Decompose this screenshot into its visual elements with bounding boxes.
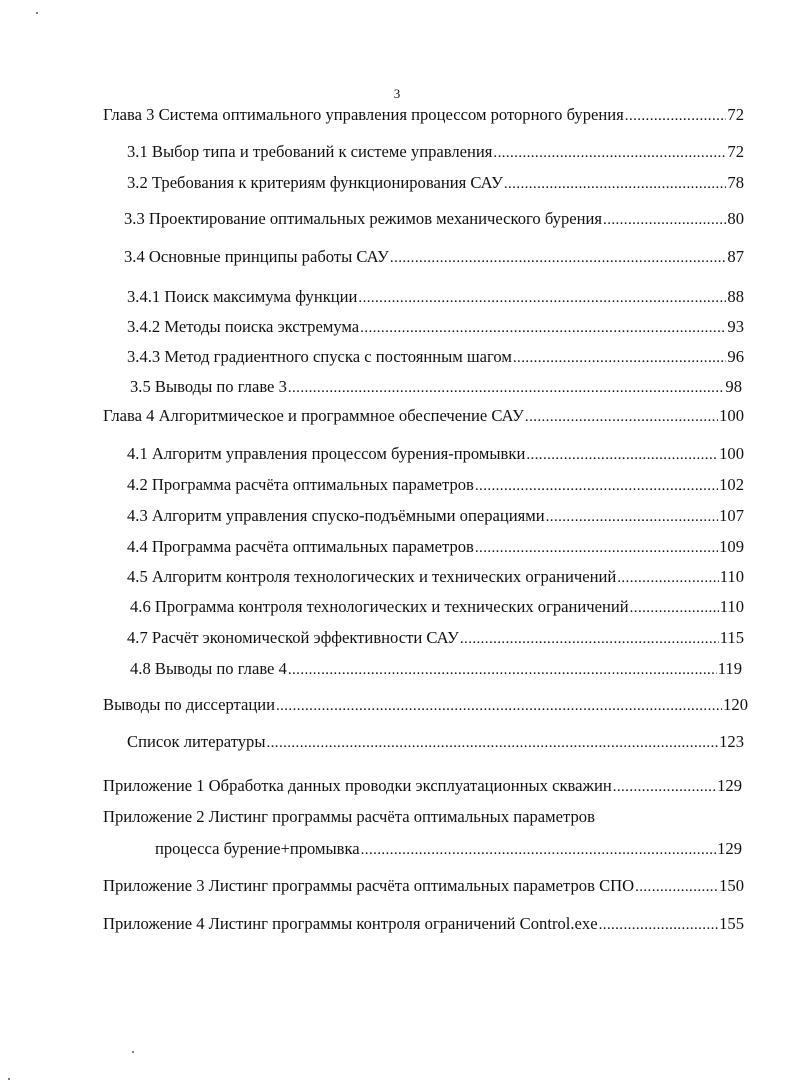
- toc-entry-3-3: [124, 208, 744, 231]
- toc-entry-page: 80: [727, 209, 744, 228]
- toc-entry-3-5: [130, 376, 742, 399]
- toc-entry-page: 129: [717, 839, 742, 858]
- scan-speck: [132, 1051, 134, 1053]
- toc-leader-dots: [630, 597, 719, 619]
- toc-entry-title: Глава 3 Система оптимального управления процессом роторного бурения: [103, 105, 624, 124]
- toc-entry-page: 123: [719, 732, 744, 751]
- toc-leader-dots: [475, 537, 718, 559]
- toc-leader-dots: [599, 914, 719, 936]
- toc-entry-appendix-2: [155, 838, 742, 861]
- toc-entry-page: 87: [727, 247, 744, 266]
- toc-entry-4-7: [127, 627, 744, 650]
- toc-entry-page: 88: [727, 287, 744, 306]
- toc-leader-dots: [358, 287, 726, 309]
- toc-entry-title: Приложение 4 Листинг программы контроля ограничений Control.exe: [103, 914, 598, 933]
- toc-entry-4-1: [127, 443, 744, 466]
- toc-entry-title: 4.1 Алгоритм управления процессом бурения-промывки: [127, 444, 526, 463]
- toc-entry-page: 110: [719, 567, 744, 586]
- toc-entry-page: 96: [727, 347, 744, 366]
- toc-entry-4-2: [127, 474, 744, 497]
- scan-speck: [8, 1078, 10, 1080]
- toc-leader-dots: [361, 839, 716, 861]
- toc-leader-dots: [546, 506, 718, 528]
- toc-entry-title: 4.6 Программа контроля технологических и технических ограничений: [130, 597, 629, 616]
- toc-entry-page: 72: [727, 105, 744, 124]
- toc-leader-dots: [460, 628, 719, 650]
- toc-entry-conclusions: [103, 694, 748, 717]
- toc-leader-dots: [475, 475, 718, 497]
- toc-entry-page: 100: [719, 444, 744, 463]
- toc-entry-title: 4.8 Выводы по главе 4: [130, 659, 287, 678]
- toc-leader-dots: [525, 406, 718, 428]
- toc-entry-3-4-3: [127, 346, 744, 369]
- toc-entry-page: 109: [719, 537, 744, 556]
- toc-entry-title: 3.4.2 Методы поиска экстремума: [127, 317, 360, 336]
- toc-entry-title: 3.5 Выводы по главе 3: [130, 377, 287, 396]
- toc-leader-dots: [267, 732, 719, 754]
- toc-entry-title: 4.7 Расчёт экономической эффективности САУ: [127, 628, 459, 647]
- toc-entry-title: Приложение 1 Обработка данных проводки эксплуатационных скважин: [103, 776, 612, 795]
- toc-entry-title: Выводы по диссертации: [103, 695, 275, 714]
- toc-entry-4-4: [127, 536, 744, 559]
- toc-entry-page: 110: [719, 597, 744, 616]
- toc-leader-dots: [617, 567, 718, 589]
- toc-entry-title: процесса бурение+промывка: [155, 839, 360, 858]
- toc-entry-chapter-4: [103, 405, 744, 428]
- toc-entry-title: 3.2 Требования к критериям функционирования САУ: [127, 173, 503, 192]
- toc-entry-title: 3.4 Основные принципы работы САУ: [124, 247, 389, 266]
- toc-leader-dots: [603, 209, 726, 231]
- toc-entry-title: Приложение 3 Листинг программы расчёта оптимальных параметров СПО: [103, 876, 635, 895]
- toc-entry-title: 4.4 Программа расчёта оптимальных параметров: [127, 537, 474, 556]
- toc-entry-page: 98: [725, 377, 742, 396]
- toc-entry-title: 4.3 Алгоритм управления спуско-подъёмными операциями: [127, 506, 545, 525]
- toc-entry-page: 119: [717, 659, 742, 678]
- toc-leader-dots: [635, 876, 718, 898]
- toc-entry-appendix-3: [103, 875, 744, 898]
- toc-entry-3-4-1: [127, 286, 744, 309]
- toc-entry-page: 78: [727, 173, 744, 192]
- toc-entry-4-5: [127, 566, 744, 589]
- toc-entry-page: 93: [727, 317, 744, 336]
- toc-entry-title: 4.2 Программа расчёта оптимальных параметров: [127, 475, 474, 494]
- toc-entry-4-6: [130, 596, 744, 619]
- toc-entry-page: 120: [723, 695, 748, 714]
- toc-leader-dots: [526, 444, 718, 466]
- toc-entry-title: 3.4.1 Поиск максимума функции: [127, 287, 358, 306]
- toc-leader-dots: [360, 317, 726, 339]
- toc-leader-dots: [625, 105, 727, 127]
- toc-entry-page: 100: [719, 406, 744, 425]
- toc-entry-title: 3.4.3 Метод градиентного спуска с постоянным шагом: [127, 347, 512, 366]
- toc-entry-chapter-3: [103, 104, 744, 127]
- toc-entry-page: 102: [719, 475, 744, 494]
- toc-leader-dots: [276, 695, 722, 717]
- toc-leader-dots: [288, 659, 717, 681]
- toc-leader-dots: [390, 247, 726, 269]
- toc-entry-page: 155: [719, 914, 744, 933]
- page-number: 3: [393, 86, 401, 101]
- toc-leader-dots: [613, 776, 716, 798]
- toc-entry-3-4-2: [127, 316, 744, 339]
- toc-leader-dots: [513, 347, 727, 369]
- toc-leader-dots: [504, 173, 727, 195]
- toc-entry-title: Глава 4 Алгоритмическое и программное обеспечение САУ: [103, 406, 524, 425]
- toc-entry-appendix-2-title: Приложение 2 Листинг программы расчёта оптимальных параметров: [103, 807, 595, 826]
- toc-entry-page: 72: [727, 142, 744, 161]
- scan-speck: [36, 12, 38, 14]
- toc-entry-title: Список литературы: [127, 732, 266, 751]
- toc-entry-references: [127, 731, 744, 754]
- toc-entry-page: 129: [717, 776, 742, 795]
- toc-entry-3-4: [124, 246, 744, 269]
- toc-entry-page: 150: [719, 876, 744, 895]
- toc-entry-appendix-1: [103, 775, 742, 798]
- toc-entry-4-3: [127, 505, 744, 528]
- toc-entry-page: 107: [719, 506, 744, 525]
- toc-entry-title: 3.3 Проектирование оптимальных режимов механического бурения: [124, 209, 603, 228]
- toc-entry-title: 3.1 Выбор типа и требований к системе управления: [127, 142, 493, 161]
- toc-leader-dots: [288, 377, 725, 399]
- toc-entry-title: 4.5 Алгоритм контроля технологических и технических ограничений: [127, 567, 617, 586]
- toc-entry-3-1: [127, 141, 744, 164]
- toc-entry-3-2: [127, 172, 744, 195]
- toc-entry-appendix-4: [103, 913, 744, 936]
- toc-leader-dots: [493, 142, 726, 164]
- toc-entry-4-8: [130, 658, 742, 681]
- toc-entry-page: 115: [719, 628, 744, 647]
